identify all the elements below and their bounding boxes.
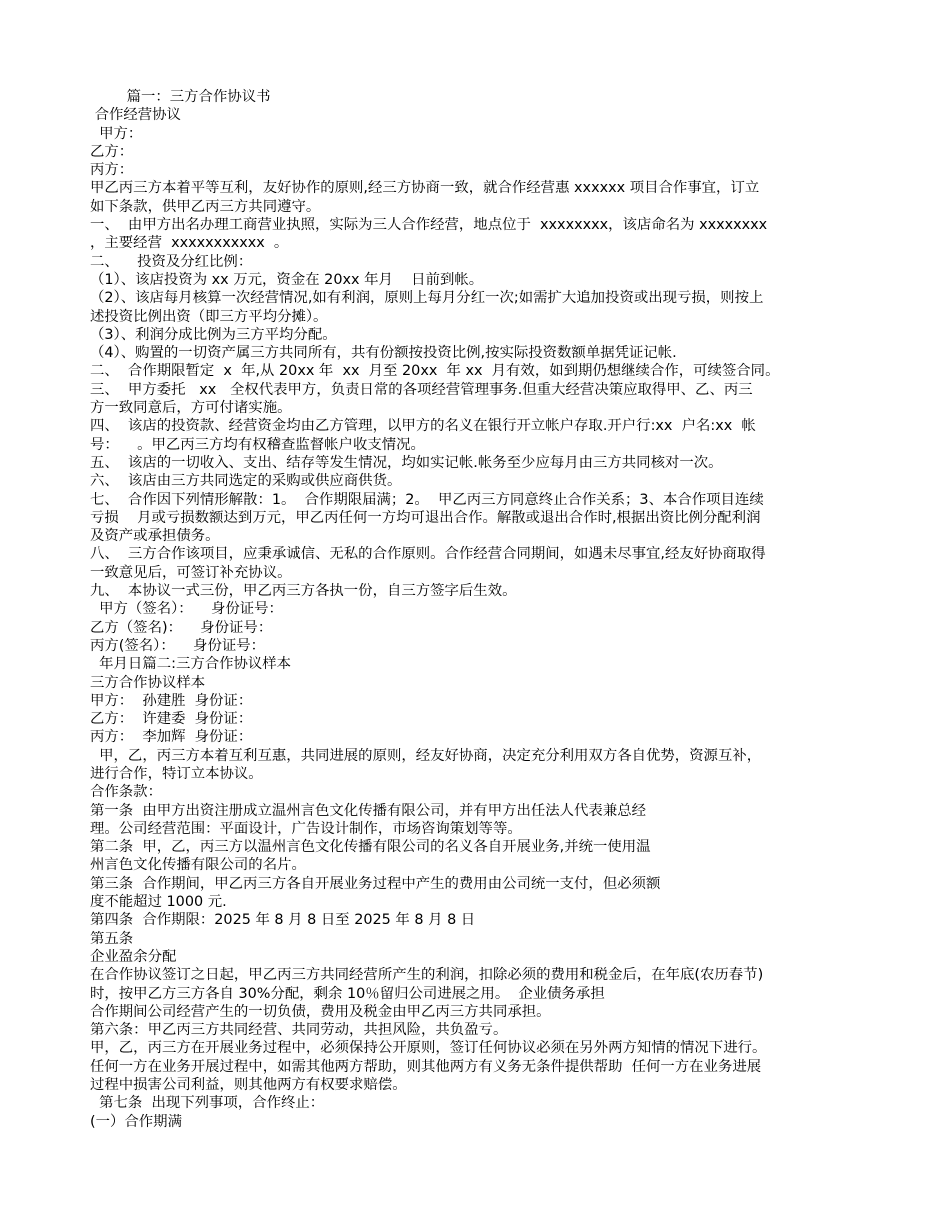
text-line: 丙方(签名）： 身份证号：: [90, 637, 266, 654]
text-line: 第二条 甲，乙，丙三方以温州言色文化传播有限公司的名义各自开展业务,并统一使用温: [90, 839, 651, 856]
text-line: （2）、该店每月核算一次经营情况,如有利润，原则上每月分红一次;如需扩大追加投资或出现亏损，则按上: [90, 290, 764, 307]
text-line: 及资产或承担债务。: [90, 528, 220, 545]
text-line: 丙方：: [90, 162, 134, 179]
text-line: 第七条 出现下列事项，合作终止：: [90, 1095, 325, 1112]
text-line: 州言色文化传播有限公司的名片。: [90, 857, 306, 874]
text-line: ，主要经营 xxxxxxxxxxx 。: [90, 235, 289, 252]
text-line: 甲方： 孙建胜 身份证：: [90, 692, 253, 709]
text-line: 合作经营协议: [90, 107, 181, 124]
text-line: （1）、该店投资为 xx 万元，资金在 20xx 年月 日前到帐。: [90, 271, 484, 288]
text-line: 乙方（签名)： 身份证号：: [90, 619, 273, 636]
text-line: (一）合作期满: [90, 1113, 182, 1130]
text-line: 合作条款：: [90, 784, 162, 801]
text-line: 第三条 合作期间，甲乙丙三方各自开展业务过程中产生的费用由公司统一支付，但必须额: [90, 875, 661, 892]
text-line: 进行合作，特订立本协议。: [90, 765, 263, 782]
text-line: 在合作协议签订之日起，甲乙丙三方共同经营所产生的利润，扣除必须的费用和税金后，在年底(农历春节): [90, 967, 764, 984]
text-line: 年月日篇二:三方合作协议样本: [90, 656, 292, 673]
text-line: 一致意见后，可签订补充协议。: [90, 564, 292, 581]
text-line: 三方合作协议样本: [90, 674, 206, 691]
text-line: 甲乙丙三方本着平等互利，友好协作的原则,经三方协商一致，就合作经营惠 xxxxxx 项目合作事宜，订立: [90, 180, 760, 197]
text-line: 企业盈余分配: [90, 948, 177, 965]
text-line: 二、 投资及分红比例：: [90, 253, 253, 270]
text-line: 九、 本协议一式三份，甲乙丙三方各执一份，自三方签字后生效。: [90, 583, 517, 600]
text-line: （4）、购置的一切资产属三方共同所有，共有份额按投资比例,按实际投资数额单据凭证记帐.: [90, 345, 677, 362]
text-line: 第一条 由甲方出资注册成立温州言色文化传播有限公司，并有甲方出任法人代表兼总经: [90, 802, 646, 819]
text-line: 一、 由甲方出名办理工商营业执照，实际为三人合作经营，地点位于 xxxxxxxx，该店命名为 xxxxxxxx: [90, 217, 768, 234]
text-line: 号： 。甲乙丙三方均有权稽查监督帐户收支情况。: [90, 436, 425, 453]
text-line: 述投资比例出资（即三方平均分摊）。: [90, 308, 328, 325]
text-line: 过程中损害公司利益，则其他两方有权要求赔偿。: [90, 1077, 407, 1094]
text-line: 七、 合作因下列情形解散：1。 合作期限届满；2。 甲乙丙三方同意终止合作关系；3、本合作项目连续: [90, 491, 764, 508]
text-line: 六、 该店由三方共同选定的采购或供应商供货。: [90, 473, 402, 490]
text-line: 甲方：: [90, 125, 143, 142]
text-line: 乙方： 许建委 身份证：: [90, 711, 253, 728]
text-line: 理。公司经营范围：平面设计，广告设计制作，市场咨询策划等等。: [90, 820, 522, 837]
text-line: 五、 该店的一切收入、支出、结存等发生情况，均如实记帐.帐务至少应每月由三方共同核对一次。: [90, 454, 723, 471]
text-line: 四、 该店的投资款、经营资金均由乙方管理，以甲方的名义在银行开立帐户存取.开户行:xx 户名:xx 帐: [90, 418, 756, 435]
text-line: 二、 合作期限暂定 x 年,从 20xx 年 xx 月至 20xx 年 xx 月有效，如到期仍想继续合作，可续签合同。: [90, 363, 780, 380]
text-line: 第四条 合作期限：2025 年 8 月 8 日至 2025 年 8 月 8 日: [90, 912, 476, 929]
text-line: 时，按甲乙方三方各自 30%分配，剩余 10％留归公司进展之用。 企业债务承担: [90, 985, 605, 1002]
text-line: 八、 三方合作该项目，应秉承诚信、无私的合作原则。合作经营合同期间，如遇未尽事宜,经友好协商取得: [90, 546, 766, 563]
text-line: 任何一方在业务开展过程中，如需其他两方帮助，则其他两方有义务无条件提供帮助 任何一方在业务进展: [90, 1058, 762, 1075]
text-line: 度不能超过 1000 元.: [90, 894, 227, 911]
text-line: 丙方： 李加辉 身份证：: [90, 729, 253, 746]
document-body: [90, 88, 870, 1131]
text-line: 篇一：三方合作协议书: [90, 89, 271, 105]
text-line: 如下条款，供甲乙丙三方共同遵守。: [90, 198, 321, 215]
text-line: 甲，乙，丙三方在开展业务过程中，必须保持公开原则，签订任何协议必须在另外两方知情的情况下进行。: [90, 1040, 767, 1057]
text-line: （3）、利润分成比例为三方平均分配。: [90, 326, 337, 343]
text-line: 第五条: [90, 930, 134, 947]
text-line: 第六条：甲乙丙三方共同经营、共同劳动，共担风险，共负盈亏。: [90, 1022, 508, 1039]
text-line: 甲，乙，丙三方本着互利互惠，共同进展的原则，经友好协商，决定充分利用双方各自优势，资源互补，: [90, 747, 762, 764]
text-line: 三、 甲方委托 xx 全权代表甲方，负责日常的各项经营管理事务.但重大经营决策应取得甲、乙、丙三: [90, 381, 753, 398]
text-line: 方一致同意后，方可付诸实施。: [90, 400, 292, 417]
text-line: 乙方：: [90, 143, 134, 160]
text-line: 合作期间公司经营产生的一切负债，费用及税金由甲乙丙三方共同承担。: [90, 1003, 551, 1020]
text-line: 亏损 月或亏损数额达到万元，甲乙丙任何一方均可退出合作。解散或退出合作时,根据出资比例分配利润: [90, 509, 761, 526]
text-line: 甲方（签名）： 身份证号：: [90, 601, 283, 618]
